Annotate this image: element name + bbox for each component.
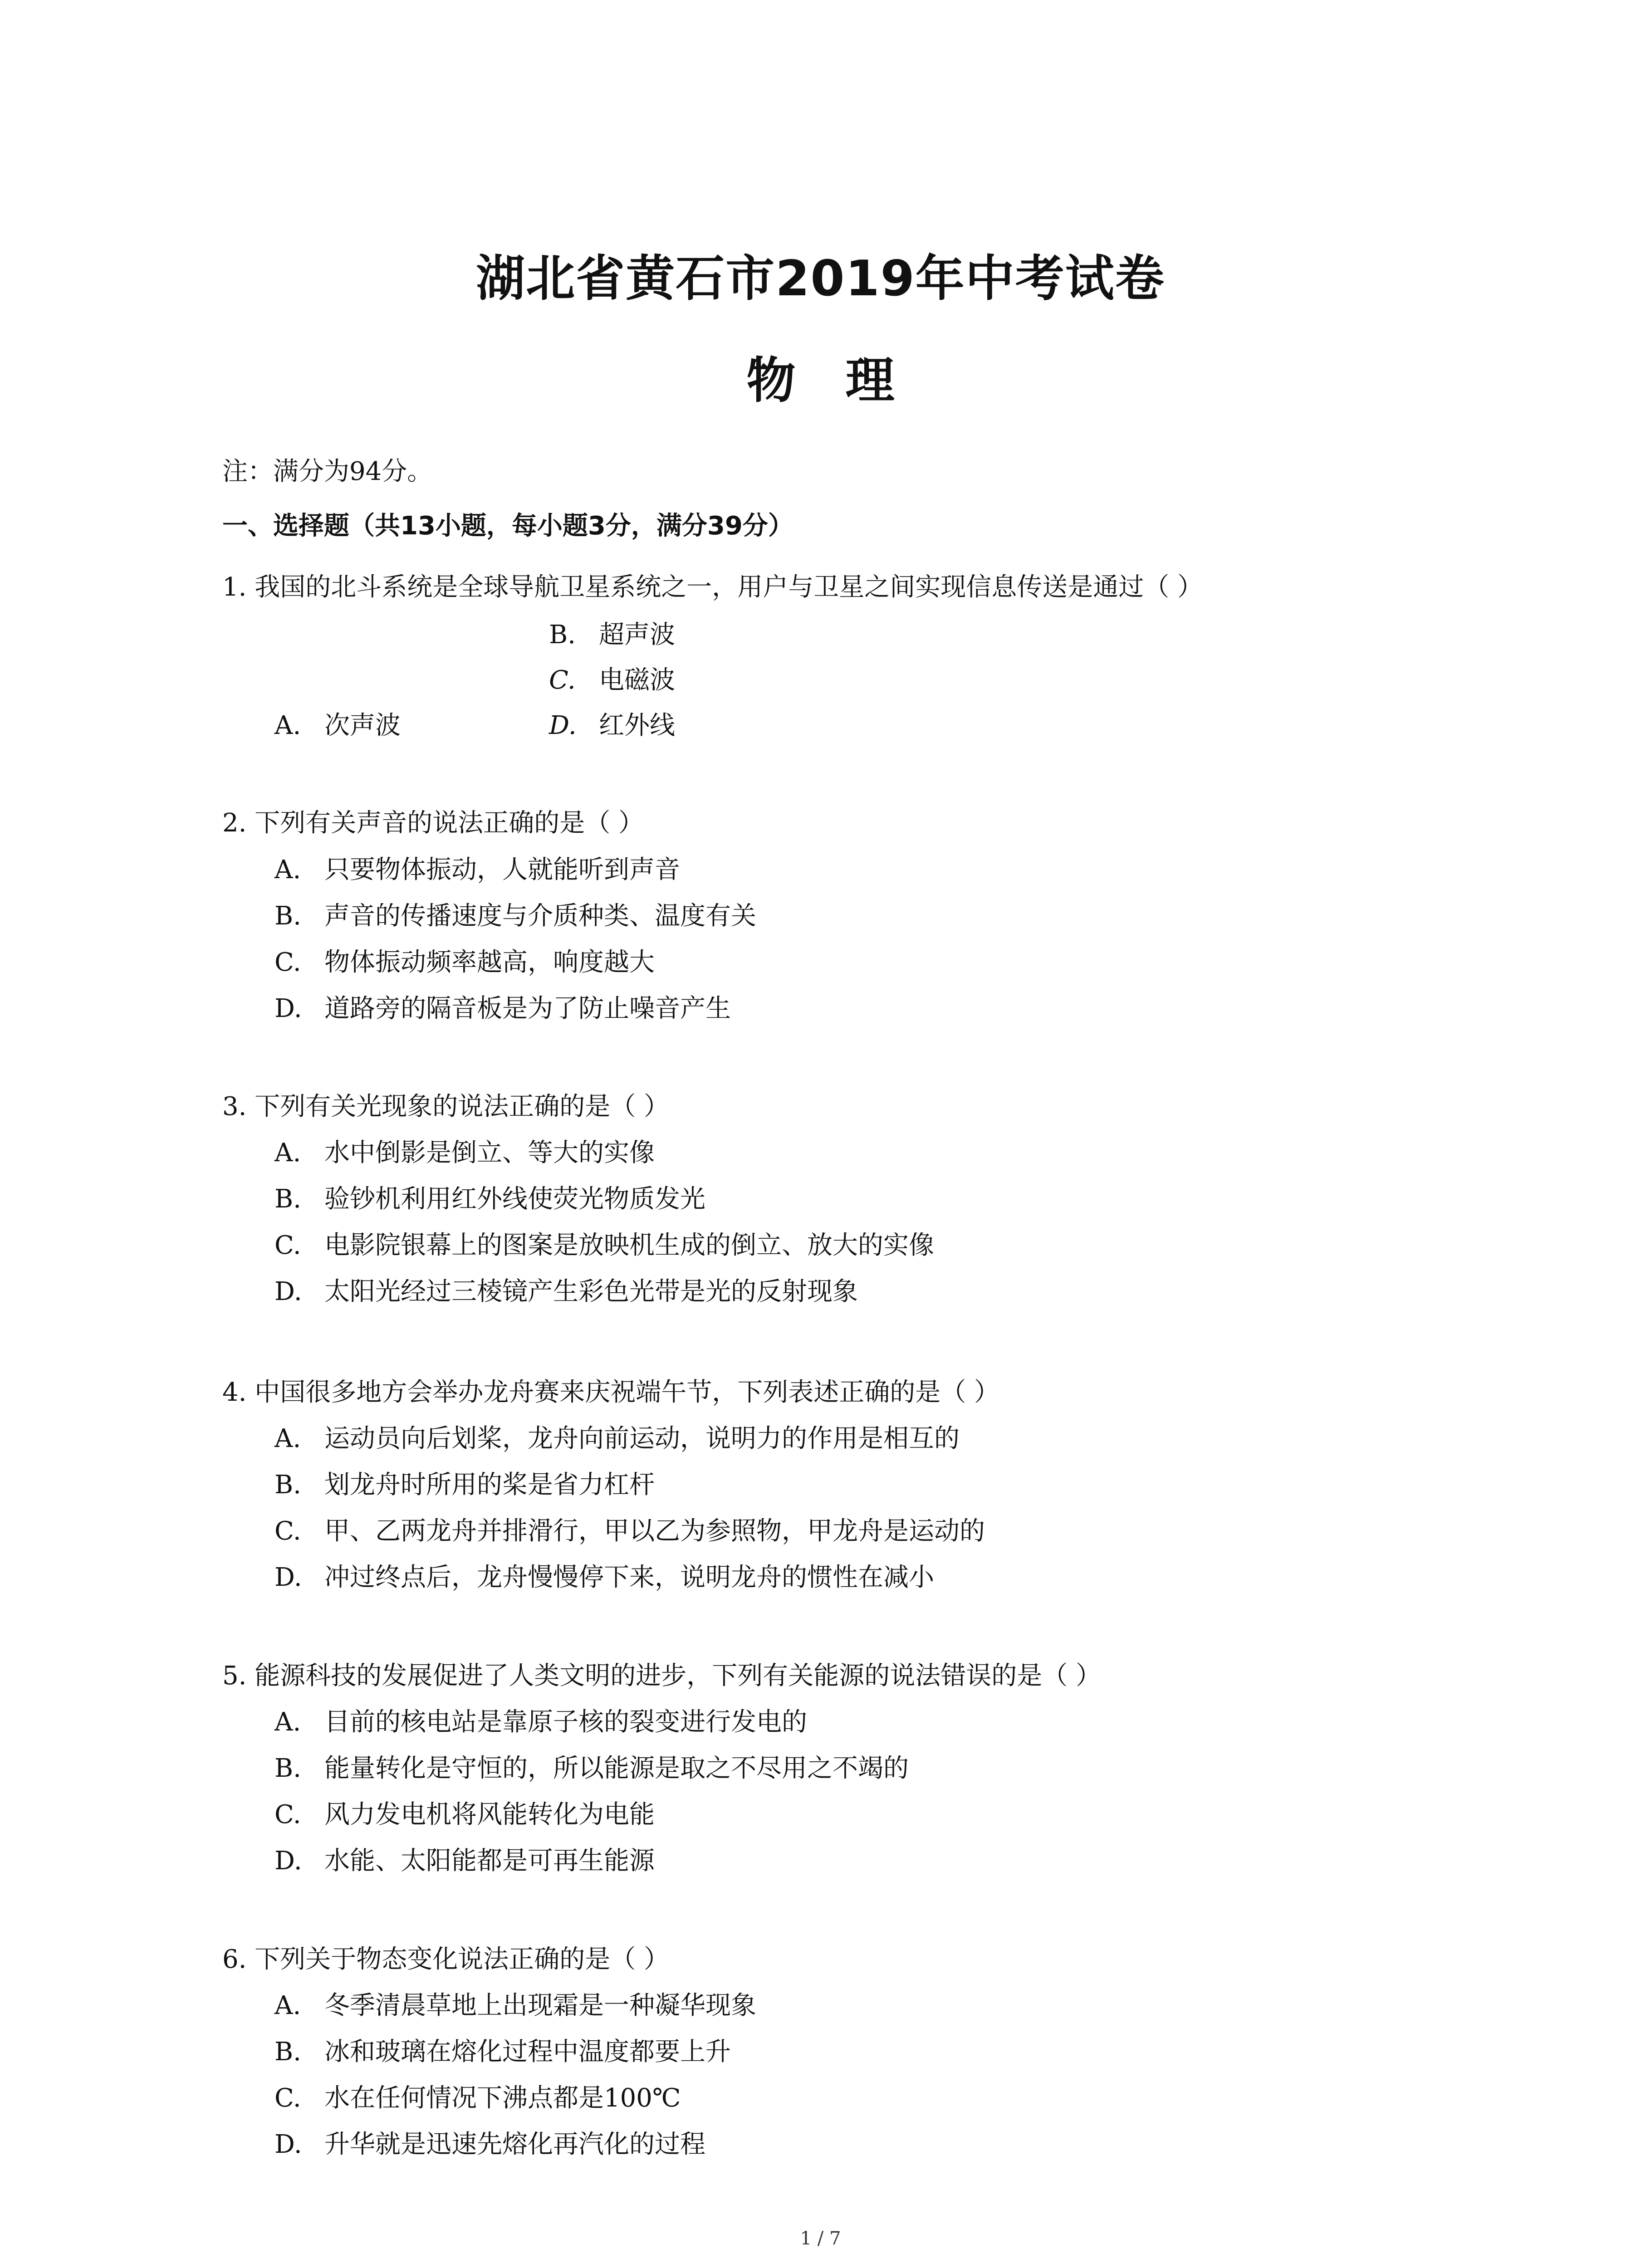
option-text: 冰和玻璃在熔化过程中温度都要上升 (324, 2037, 731, 2067)
exam-title: 湖北省黄石市2019年中考试卷 (476, 250, 1165, 307)
question-5-stem: 5. 能源科技的发展促进了人类文明的进步，下列有关能源的说法错误的是（ ） (222, 1661, 1102, 1691)
section-heading: 一、选择题（共13小题，每小题3分，满分39分） (222, 511, 794, 541)
question-3-option-d (274, 1274, 858, 1310)
exam-subject: 物理 (746, 352, 945, 409)
option-text: 道路旁的隔音板是为了防止噪音产生 (324, 994, 731, 1023)
question-1-stem: 1. 我国的北斗系统是全球导航卫星系统之一，用户与卫星之间实现信息传送是通过（ ） (222, 572, 1203, 602)
option-text: 电影院银幕上的图案是放映机生成的倒立、放大的实像 (324, 1231, 934, 1260)
question-5-option-a (274, 1704, 807, 1740)
option-letter: B. (274, 1754, 301, 1783)
page-number: 1 / 7 (800, 2228, 841, 2249)
option-text: 升华就是迅速先熔化再汽化的过程 (324, 2130, 705, 2159)
option-text: 风力发电机将风能转化为电能 (324, 1800, 655, 1829)
question-2-option-d (274, 991, 731, 1027)
option-letter: B. (274, 901, 301, 931)
option-letter: A. (274, 711, 301, 740)
option-letter: D. (274, 1846, 302, 1876)
option-text: 太阳光经过三棱镜产生彩色光带是光的反射现象 (324, 1277, 858, 1306)
option-text: 电磁波 (599, 665, 675, 695)
option-text: 水能、太阳能都是可再生能源 (324, 1846, 655, 1876)
question-1-option-d (549, 708, 675, 744)
option-text: 能量转化是守恒的，所以能源是取之不尽用之不竭的 (324, 1754, 909, 1783)
question-6-option-c (274, 2080, 681, 2116)
option-letter: D. (274, 1277, 302, 1306)
option-text: 次声波 (324, 711, 401, 740)
question-1-option-c (549, 662, 675, 699)
option-text: 水中倒影是倒立、等大的实像 (324, 1138, 655, 1168)
option-letter: A. (274, 1707, 301, 1737)
option-text: 红外线 (599, 711, 675, 740)
question-3-option-b (274, 1181, 705, 1217)
question-5-option-d (274, 1843, 655, 1879)
question-2-stem: 2. 下列有关声音的说法正确的是（ ） (222, 808, 644, 838)
question-6-stem: 6. 下列关于物态变化说法正确的是（ ） (222, 1945, 670, 1974)
option-letter: D. (274, 994, 302, 1023)
option-letter: D. (274, 2130, 302, 2159)
option-letter: A. (274, 1424, 301, 1453)
option-letter: B. (274, 2037, 301, 2067)
question-6-option-a (274, 1988, 756, 2024)
option-letter: D. (549, 711, 577, 740)
question-3-option-a (274, 1135, 655, 1171)
option-letter: D. (274, 1563, 302, 1592)
option-letter: B. (549, 620, 576, 650)
option-text: 甲、乙两龙舟并排滑行，甲以乙为参照物，甲龙舟是运动的 (324, 1516, 985, 1546)
question-3-stem: 3. 下列有关光现象的说法正确的是（ ） (222, 1092, 670, 1121)
question-4-option-b (274, 1467, 655, 1503)
option-letter: B. (274, 1470, 301, 1500)
question-2-option-b (274, 898, 756, 934)
option-text: 划龙舟时所用的桨是省力杠杆 (324, 1470, 655, 1500)
question-5-option-c (274, 1797, 655, 1833)
option-text: 冬季清晨草地上出现霜是一种凝华现象 (324, 1991, 756, 2020)
question-5-option-b (274, 1750, 909, 1787)
option-text: 超声波 (599, 620, 675, 650)
score-note: 注：满分为94分。 (222, 457, 433, 486)
option-letter: C. (274, 2083, 301, 2113)
option-letter: C. (274, 1231, 301, 1260)
option-letter: A. (274, 1991, 301, 2020)
question-6-option-d (274, 2126, 705, 2163)
question-4-option-c (274, 1513, 985, 1549)
option-letter: C. (274, 948, 301, 977)
question-4-option-a (274, 1421, 960, 1457)
option-text: 验钞机利用红外线使荧光物质发光 (324, 1184, 705, 1214)
question-2-option-a (274, 852, 680, 888)
question-1-option-a (274, 708, 401, 744)
question-2-option-c (274, 944, 655, 981)
option-text: 目前的核电站是靠原子核的裂变进行发电的 (324, 1707, 807, 1737)
option-letter: C. (274, 1516, 301, 1546)
option-text: 声音的传播速度与介质种类、温度有关 (324, 901, 756, 931)
option-letter: C. (549, 665, 576, 695)
option-text: 只要物体振动，人就能听到声音 (324, 855, 680, 885)
question-6-option-b (274, 2034, 731, 2070)
question-4-stem: 4. 中国很多地方会举办龙舟赛来庆祝端午节，下列表述正确的是（ ） (222, 1378, 1000, 1407)
option-text: 水在任何情况下沸点都是100℃ (324, 2083, 681, 2113)
option-text: 冲过终点后，龙舟慢慢停下来，说明龙舟的惯性在减小 (324, 1563, 934, 1592)
question-3-option-c (274, 1227, 934, 1264)
option-letter: B. (274, 1184, 301, 1214)
option-text: 物体振动频率越高，响度越大 (324, 948, 655, 977)
question-1-option-b (549, 617, 675, 653)
question-4-option-d (274, 1559, 934, 1596)
option-text: 运动员向后划桨，龙舟向前运动，说明力的作用是相互的 (324, 1424, 960, 1453)
option-letter: A. (274, 1138, 301, 1168)
option-letter: C. (274, 1800, 301, 1829)
option-letter: A. (274, 855, 301, 885)
